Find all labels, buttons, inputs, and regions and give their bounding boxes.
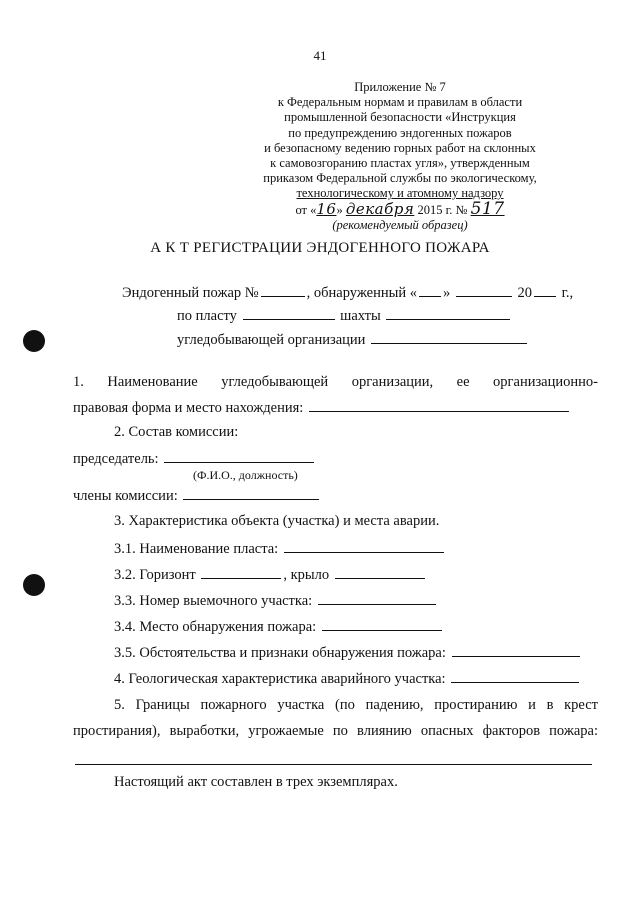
- seam-label: по пласту: [177, 308, 237, 324]
- year-prefix: 20: [517, 285, 532, 301]
- detected-close: »: [442, 285, 451, 301]
- seam-field[interactable]: [243, 307, 335, 320]
- appendix-line: промышленной безопасности «Инструкция: [284, 110, 516, 125]
- section-3-5-line: [114, 644, 582, 662]
- section-1-line-2: [73, 399, 571, 417]
- fire-number-line: [122, 284, 573, 302]
- section-3-2-line: [114, 566, 427, 584]
- section-5-line-1: 5. Границы пожарного участка (по падению, простиранию и в крест: [114, 697, 598, 713]
- circumstances-field[interactable]: [452, 644, 580, 657]
- chairman-line: [73, 450, 316, 468]
- day-field[interactable]: [419, 284, 441, 297]
- section-1-line-1: 1. Наименование угледобывающей организации, ее организационно-: [73, 374, 598, 390]
- document-title: А К Т РЕГИСТРАЦИИ ЭНДОГЕННОГО ПОЖАРА: [150, 240, 490, 256]
- date-mid: »: [336, 202, 343, 217]
- date-month: декабря: [345, 199, 415, 218]
- section-3-4-label: 3.4. Место обнаружения пожара:: [114, 619, 317, 635]
- organization-field[interactable]: [371, 331, 527, 344]
- members-field[interactable]: [183, 487, 319, 500]
- closing-statement: Настоящий акт составлен в трех экземплярах.: [114, 774, 398, 790]
- appendix-line: к Федеральным нормам и правилам в области: [277, 95, 523, 110]
- section-3-heading: 3. Характеристика объекта (участка) и места аварии.: [114, 513, 440, 529]
- extraction-area-field[interactable]: [318, 592, 436, 605]
- fire-number-label: Эндогенный пожар №: [122, 285, 259, 301]
- members-label: члены комиссии:: [73, 488, 178, 504]
- date-year: 2015 г. №: [417, 202, 468, 217]
- appendix-line: приказом Федеральной службы по экологическому,: [263, 171, 537, 186]
- chairman-field[interactable]: [164, 450, 314, 463]
- section-3-3-label: 3.3. Номер выемочного участка:: [114, 593, 313, 609]
- section-3-2-label: 3.2. Горизонт: [114, 567, 196, 583]
- appendix-line: Приложение № 7: [354, 80, 446, 94]
- section-2-heading: 2. Состав комиссии:: [114, 424, 239, 440]
- section-5-line-2: простирания), выработки, угрожаемые по влиянию опасных факторов пожара:: [73, 723, 598, 739]
- binder-hole-marker: [23, 574, 45, 596]
- section-4-label: 4. Геологическая характеристика аварийного участка:: [114, 671, 446, 687]
- date-day: 16: [316, 199, 337, 218]
- fire-number-field[interactable]: [261, 284, 305, 297]
- mine-label: шахты: [340, 308, 381, 324]
- chairman-label: председатель:: [73, 451, 159, 467]
- wing-label: , крыло: [283, 567, 330, 583]
- order-date-line: [230, 198, 570, 219]
- horizon-field[interactable]: [201, 566, 281, 579]
- sample-note: (рекомендуемый образец): [332, 217, 468, 232]
- threatened-workings-field[interactable]: [75, 764, 592, 765]
- organization-line: [177, 331, 529, 349]
- section-3-4-line: [114, 618, 444, 636]
- detected-label: , обнаруженный «: [306, 285, 417, 301]
- binder-hole-marker: [23, 330, 45, 352]
- fire-location-field[interactable]: [322, 618, 442, 631]
- seam-name-field[interactable]: [284, 540, 444, 553]
- mine-field[interactable]: [386, 307, 510, 320]
- appendix-line: к самовозгоранию пластах угля», утвержденным: [270, 156, 530, 171]
- geology-field[interactable]: [451, 670, 579, 683]
- year-field[interactable]: [534, 284, 556, 297]
- appendix-line: и безопасному ведению горных работ на склонных: [264, 140, 536, 155]
- section-3-5-label: 3.5. Обстоятельства и признаки обнаружения пожара:: [114, 645, 446, 661]
- month-field[interactable]: [456, 284, 512, 297]
- section-3-3-line: [114, 592, 438, 610]
- seam-mine-line: [177, 307, 512, 325]
- appendix-line: по предупреждению эндогенных пожаров: [288, 125, 512, 140]
- appendix-line: технологическому и атомному надзору: [296, 186, 504, 201]
- members-line: [73, 487, 321, 505]
- section-1-label: правовая форма и место нахождения:: [73, 400, 304, 416]
- chairman-caption: (Ф.И.О., должность): [193, 468, 298, 482]
- section-3-1-line: [114, 540, 446, 558]
- page-number: 41: [313, 48, 327, 63]
- appendix-block: [230, 80, 570, 233]
- organization-label: угледобывающей организации: [177, 332, 366, 348]
- section-3-1-label: 3.1. Наименование пласта:: [114, 541, 279, 557]
- organization-details-field[interactable]: [309, 399, 569, 412]
- year-suffix: г.,: [561, 285, 574, 301]
- date-prefix: от «: [295, 202, 317, 217]
- wing-field[interactable]: [335, 566, 425, 579]
- order-number: 517: [470, 198, 505, 219]
- section-4-line: [114, 670, 581, 688]
